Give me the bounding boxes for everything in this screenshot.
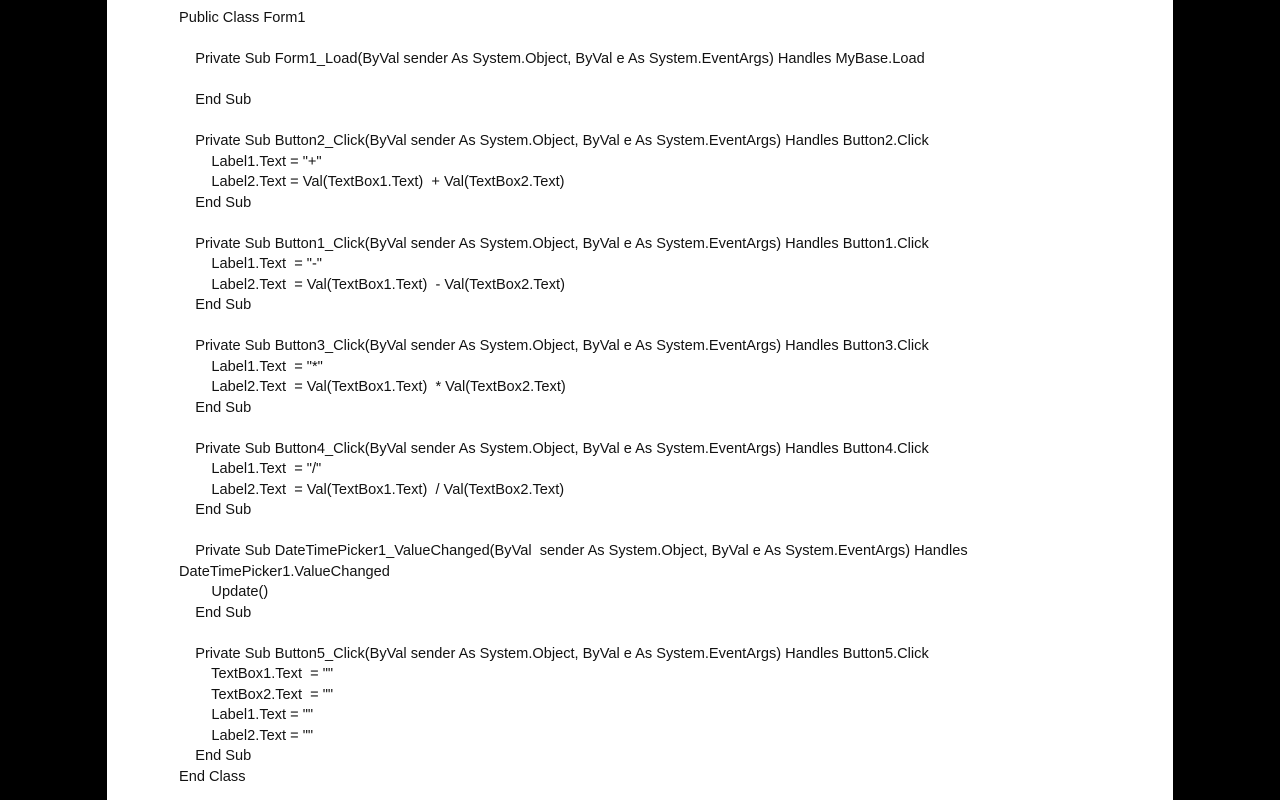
code-line: Label1.Text = "+" bbox=[179, 153, 322, 170]
code-line: DateTimePicker1.ValueChanged bbox=[179, 563, 390, 580]
code-line: Private Sub Button3_Click(ByVal sender As System.Object, ByVal e As System.EventArgs) Handles Button3.Click bbox=[179, 338, 929, 354]
code-line: End Class bbox=[179, 768, 246, 785]
code-line: End Sub bbox=[179, 399, 252, 416]
code-line bbox=[179, 29, 968, 50]
code-line: Private Sub DateTimePicker1_ValueChanged(ByVal sender As System.Object, ByVal e As System.EventArgs) Handles bbox=[179, 543, 968, 559]
code-line: End Sub bbox=[179, 92, 252, 108]
code-line: Label1.Text = "*" bbox=[179, 358, 323, 375]
code-line: End Sub bbox=[179, 604, 252, 621]
code-line: End Sub bbox=[179, 502, 252, 518]
code-line: TextBox1.Text = "" bbox=[179, 666, 334, 682]
code-line: Label2.Text = Val(TextBox1.Text) - Val(TextBox2.Text) bbox=[179, 276, 565, 293]
code-listing bbox=[179, 8, 968, 787]
code-line: Private Sub Button4_Click(ByVal sender As System.Object, ByVal e As System.EventArgs) Handles Button4.Click bbox=[179, 440, 929, 457]
code-line: Private Sub Button1_Click(ByVal sender As System.Object, ByVal e As System.EventArgs) Handles Button1.Click bbox=[179, 235, 929, 252]
code-line bbox=[179, 623, 968, 644]
code-line: Label1.Text = "-" bbox=[179, 256, 322, 272]
code-line: TextBox2.Text = "" bbox=[179, 686, 334, 703]
code-line: Private Sub Form1_Load(ByVal sender As System.Object, ByVal e As System.EventArgs) Handles MyBase.Load bbox=[179, 51, 925, 67]
code-line bbox=[179, 418, 968, 439]
code-line bbox=[179, 316, 968, 337]
code-line: Update() bbox=[179, 584, 269, 600]
code-line bbox=[179, 521, 968, 542]
code-line: Private Sub Button2_Click(ByVal sender As System.Object, ByVal e As System.EventArgs) Handles Button2.Click bbox=[179, 133, 929, 149]
code-line: Label1.Text = "/" bbox=[179, 461, 322, 477]
code-line: Label2.Text = "" bbox=[179, 727, 314, 744]
code-line: Label2.Text = Val(TextBox1.Text) + Val(TextBox2.Text) bbox=[179, 174, 565, 190]
code-line: End Sub bbox=[179, 194, 252, 211]
code-line: Private Sub Button5_Click(ByVal sender As System.Object, ByVal e As System.EventArgs) Handles Button5.Click bbox=[179, 645, 929, 662]
code-line bbox=[179, 213, 968, 234]
code-line: End Sub bbox=[179, 297, 252, 313]
code-line: End Sub bbox=[179, 748, 252, 764]
code-line bbox=[179, 111, 968, 132]
code-line bbox=[179, 70, 968, 91]
code-line: Label1.Text = "" bbox=[179, 707, 314, 723]
code-line: Public Class Form1 bbox=[179, 10, 306, 26]
code-line: Label2.Text = Val(TextBox1.Text) / Val(TextBox2.Text) bbox=[179, 481, 565, 498]
code-line: Label2.Text = Val(TextBox1.Text) * Val(TextBox2.Text) bbox=[179, 379, 566, 395]
